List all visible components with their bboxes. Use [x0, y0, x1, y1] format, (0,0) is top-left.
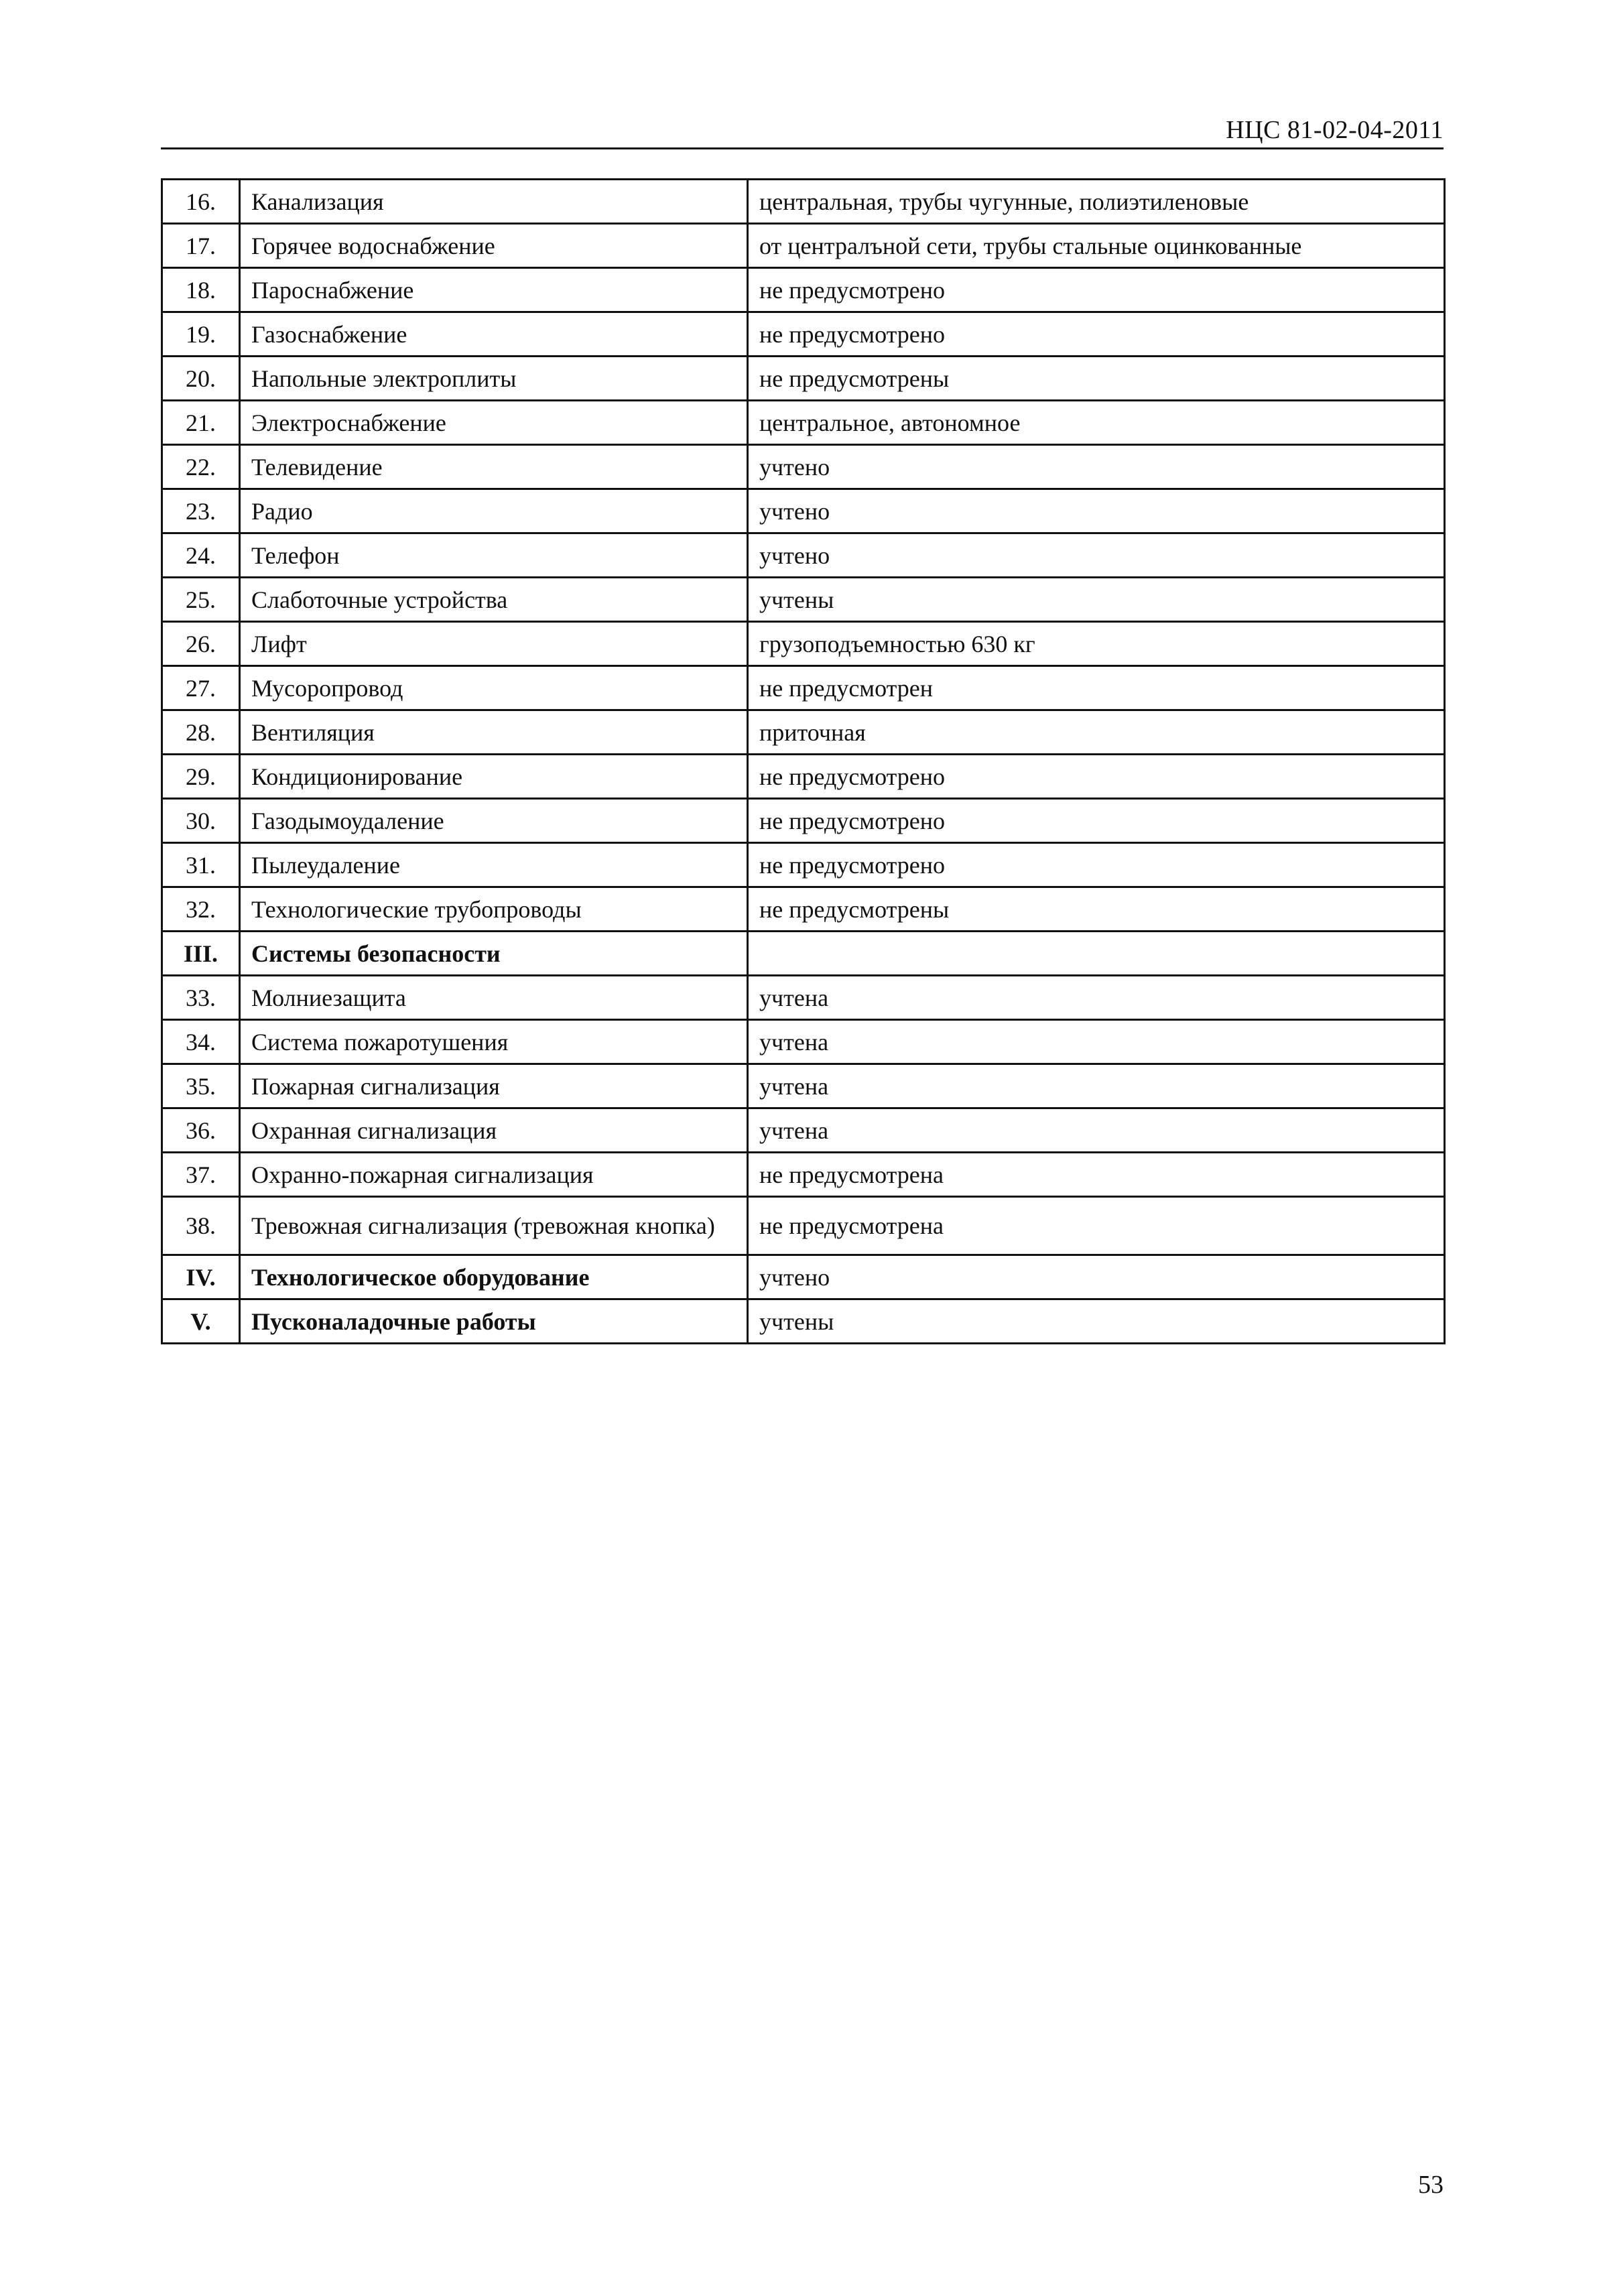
row-number: 25.: [162, 578, 240, 622]
row-name: Канализация: [240, 180, 748, 224]
row-number: 20.: [162, 357, 240, 401]
row-number: 27.: [162, 666, 240, 710]
table-row: [162, 799, 1445, 843]
row-name: Телевидение: [240, 445, 748, 489]
table-row: [162, 887, 1445, 932]
row-value: учтена: [748, 1020, 1445, 1064]
row-value: учтены: [748, 578, 1445, 622]
row-value: учтено: [748, 489, 1445, 533]
row-value: от централъной сети, трубы стальные оцинкованные: [748, 224, 1445, 268]
row-number: 30.: [162, 799, 240, 843]
table-row: [162, 357, 1445, 401]
table-row: [162, 1108, 1445, 1153]
row-value: не предусмотрено: [748, 843, 1445, 887]
row-value: грузоподъемностью 630 кг: [748, 622, 1445, 666]
row-name: Радио: [240, 489, 748, 533]
row-name: Охранно-пожарная сигнализация: [240, 1153, 748, 1197]
row-name: Технологические трубопроводы: [240, 887, 748, 932]
row-value: не предусмотрен: [748, 666, 1445, 710]
table-row: [162, 533, 1445, 578]
table-row: [162, 622, 1445, 666]
row-name: Напольные электроплиты: [240, 357, 748, 401]
document-code: НЦС 81-02-04-2011: [1226, 116, 1444, 144]
row-number: 19.: [162, 312, 240, 357]
section-value: учтено: [748, 1255, 1445, 1299]
row-number: 24.: [162, 533, 240, 578]
row-name: Телефон: [240, 533, 748, 578]
row-name: Вентиляция: [240, 710, 748, 755]
section-title: Пусконаладочные работы: [240, 1299, 748, 1344]
row-name: Пылеудаление: [240, 843, 748, 887]
table-row: [162, 578, 1445, 622]
section-number: V.: [162, 1299, 240, 1344]
section-title: Технологическое оборудование: [240, 1255, 748, 1299]
section-value: учтены: [748, 1299, 1445, 1344]
row-number: 36.: [162, 1108, 240, 1153]
row-number: 16.: [162, 180, 240, 224]
table-row: [162, 1153, 1445, 1197]
table-row: [162, 1197, 1445, 1255]
table-row: [162, 666, 1445, 710]
row-name: Мусоропровод: [240, 666, 748, 710]
row-number: 21.: [162, 401, 240, 445]
specification-table: [161, 178, 1446, 1344]
row-name: Тревожная сигнализация (тревожная кнопка): [240, 1197, 748, 1255]
row-value: не предусмотрены: [748, 357, 1445, 401]
section-number: III.: [162, 932, 240, 976]
row-number: 31.: [162, 843, 240, 887]
table-row: [162, 489, 1445, 533]
row-value: не предусмотрена: [748, 1153, 1445, 1197]
table-row: [162, 1064, 1445, 1108]
row-value: учтена: [748, 1064, 1445, 1108]
row-name: Молниезащита: [240, 976, 748, 1020]
row-value: не предусмотрено: [748, 268, 1445, 312]
row-value: центральная, трубы чугунные, полиэтиленовые: [748, 180, 1445, 224]
section-number: IV.: [162, 1255, 240, 1299]
table-row: [162, 224, 1445, 268]
table-row: [162, 401, 1445, 445]
row-name: Лифт: [240, 622, 748, 666]
row-value: приточная: [748, 710, 1445, 755]
row-value: учтено: [748, 533, 1445, 578]
header-rule: [161, 147, 1444, 149]
section-row: [162, 932, 1445, 976]
page-number: 53: [1418, 2171, 1444, 2199]
table-row: [162, 1020, 1445, 1064]
row-value: учтена: [748, 1108, 1445, 1153]
row-value: учтено: [748, 445, 1445, 489]
row-name: Слаботочные устройства: [240, 578, 748, 622]
row-number: 26.: [162, 622, 240, 666]
row-number: 22.: [162, 445, 240, 489]
row-value: не предусмотрена: [748, 1197, 1445, 1255]
row-value: не предусмотрено: [748, 799, 1445, 843]
table-row: [162, 268, 1445, 312]
row-number: 33.: [162, 976, 240, 1020]
row-number: 32.: [162, 887, 240, 932]
row-name: Пожарная сигнализация: [240, 1064, 748, 1108]
table-row: [162, 445, 1445, 489]
row-name: Газодымоудаление: [240, 799, 748, 843]
row-number: 37.: [162, 1153, 240, 1197]
row-number: 28.: [162, 710, 240, 755]
table-row: [162, 710, 1445, 755]
row-number: 34.: [162, 1020, 240, 1064]
row-number: 35.: [162, 1064, 240, 1108]
section-row: [162, 1255, 1445, 1299]
row-value: не предусмотрено: [748, 312, 1445, 357]
row-value: не предусмотрены: [748, 887, 1445, 932]
row-number: 23.: [162, 489, 240, 533]
row-number: 17.: [162, 224, 240, 268]
row-name: Электроснабжение: [240, 401, 748, 445]
row-name: Кондиционирование: [240, 755, 748, 799]
row-value: центральное, автономное: [748, 401, 1445, 445]
row-name: Система пожаротушения: [240, 1020, 748, 1064]
row-number: 29.: [162, 755, 240, 799]
table-row: [162, 843, 1445, 887]
row-number: 18.: [162, 268, 240, 312]
specification-table-body: [162, 180, 1445, 1344]
table-row: [162, 755, 1445, 799]
row-number: 38.: [162, 1197, 240, 1255]
table-row: [162, 312, 1445, 357]
row-name: Пароснабжение: [240, 268, 748, 312]
row-name: Газоснабжение: [240, 312, 748, 357]
row-name: Охранная сигнализация: [240, 1108, 748, 1153]
section-value: [748, 932, 1445, 976]
table-row: [162, 976, 1445, 1020]
row-value: не предусмотрено: [748, 755, 1445, 799]
row-name: Горячее водоснабжение: [240, 224, 748, 268]
section-title: Системы безопасности: [240, 932, 748, 976]
row-value: учтена: [748, 976, 1445, 1020]
table-row: [162, 180, 1445, 224]
section-row: [162, 1299, 1445, 1344]
